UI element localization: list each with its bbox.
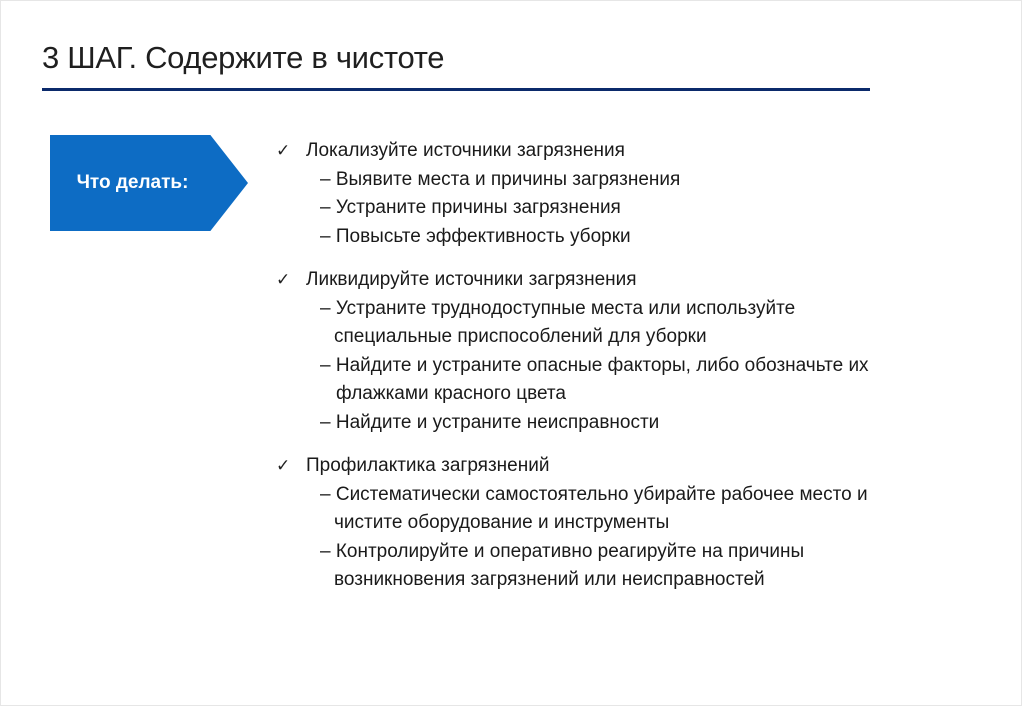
list-group-prevention [276,452,976,595]
checkmark-icon: ✓ [276,456,291,476]
list-item-continuation: флажками красного цвета [336,383,566,404]
list-item: ‒ Устраните причины загрязнения [320,197,621,218]
list-item: ‒ Контролируйте и оперативно реагируйте на причины [320,540,805,562]
list-item: ‒ Найдите и устраните неисправности [320,411,660,433]
list-item: ‒ Устраните труднодоступные места или используйте [320,297,796,319]
list-item: ‒ Выявите места и причины загрязнения [320,168,681,190]
group-heading-row [276,266,976,295]
group-heading: Ликвидируйте источники загрязнения [306,269,637,290]
title-underline [42,88,870,91]
checkmark-icon: ✓ [276,270,291,290]
list-item: ‒ Найдите и устраните опасные факторы, либо обозначьте их [320,354,869,376]
action-list [276,137,976,610]
list-group-eliminate [276,266,976,437]
list-item: ‒ Систематически самостоятельно убирайте рабочее место и [320,483,868,505]
group-heading-row [276,452,976,481]
page-title: 3 ШАГ. Содержите в чистоте [42,40,445,75]
list-item-continuation: чистите оборудование и инструменты [334,512,670,533]
group-heading: Профилактика загрязнений [306,455,550,476]
group-heading: Локализуйте источники загрязнения [306,140,625,161]
what-to-do-label: Что делать: [76,172,189,193]
group-heading-row [276,137,976,166]
list-item-continuation: возникновения загрязнений или неисправностей [334,569,765,590]
list-item-continuation: специальные приспособлений для уборки [334,326,707,347]
list-group-localize [276,137,976,251]
list-item: ‒ Повысьте эффективность уборки [320,225,631,247]
checkmark-icon: ✓ [276,141,291,161]
